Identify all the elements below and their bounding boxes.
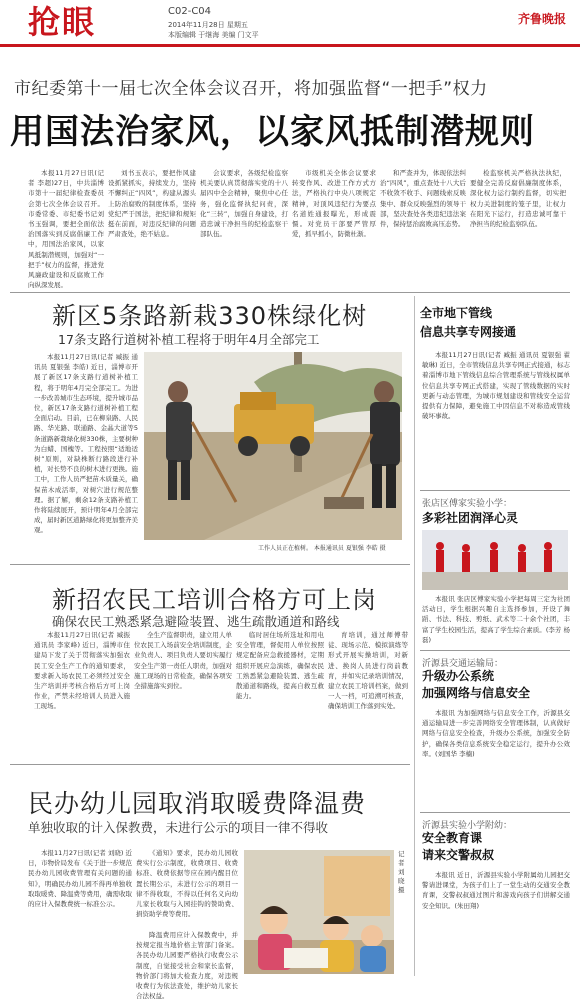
lead-column-1: 本报11月27日讯(记者 李超)27日，中共淄博市第十一届纪律检查委员会第七次全体会议召开。市委常委、市纪委书记刘书玉强调，要把全面依法治国落实到反腐倡廉工作中，用国法治家风，以家风抵制潜规则，加强对“一把手”权力的监督，推进党风廉政建设和反腐败工作向纵深发展。 <box>28 169 104 290</box>
sidebar-item4-body: 本报讯 近日，沂源县实验小学附属幼儿园把交警请进课堂，为孩子们上了一堂生动的交通安全教育课，交警叔叔通过图片和游戏向孩子们讲解交通安全知识。(朱田翔) <box>422 871 570 910</box>
sidebar-rule <box>414 296 415 976</box>
kindergarten-photo-credit: 记者 刘晓 摄 <box>398 850 405 894</box>
lead-column-5: 和严查并为，体现依法纠治“四风”，重点查处十八大后不收敛不收手、问题线索反映集中、群众反映强烈的领导干部，坚决查处各类违纪违法案件，保持惩治腐败高压态势。 <box>380 169 466 229</box>
sidebar-item3-body: 本报讯 为加强网络与信息安全工作，沂源县交通运输局进一步完善网络安全管理体制，认真做好网络与信息安全检查，升级办公系统，加强安全防护，确保各类信息系统安全稳定运行，提升办公效率。(刘国华 李楠) <box>422 709 570 758</box>
sidebar-item3-title: 升级办公系统 加强网络与信息安全 <box>422 669 531 700</box>
sidebar-item1-body: 本报11月27日讯(记者 臧振 通讯员 夏银强 翟敏琳) 近日，全市管线信息共享专网正式接通，标志着淄博市地下管线信息综合管理系统与管线权属单位信息共享专网正式搭建，实现了管线数据的实时更新与动态管理，为城市规划建设和管线安全运营提供有力保障，避免施工中因信息不对称造成管线破坏事故。 <box>422 351 570 421</box>
sidebar-item1-title: 全市地下管线 信息共享专网接通 <box>420 306 517 339</box>
kindergarten-title: 民办幼儿园取消取暖费降温费 <box>28 789 367 818</box>
lead-headline: 用国法治家风，以家风抵制潜规则 <box>10 112 535 152</box>
tree-planting-illustration <box>144 352 402 540</box>
workers-column-1: 本报11月27日讯(记者 臧振 通讯员 李家峰) 近日，淄博市住建局下发了关于贯彻落实加强农民工安全生产工作的通知要求，要求新入场农民工必须经过安全生产培训并考核合格后方可上岗作业，严禁未经培训人员进入施工现场。 <box>34 631 130 711</box>
kindergarten-column-1: 本报11月27日讯(记者 刘晓) 近日，市物价局发布《关于进一步规范民办幼儿园收费管理有关问题的通知》，明确民办幼儿园不得再单独收取取暖费、降温费等费用，确需收取的应计入保教费统一标准公示。 <box>28 849 132 909</box>
lead-column-2: 刘书玉表示，要把作风建设抓紧抓实，持续发力，坚持不懈纠正“四风”，构建从源头上防治腐败的制度体系，坚持党纪严于国法，把纪律和规矩挺在前面，对违反纪律的问题严肃查处，绝不姑息。 <box>108 169 196 239</box>
masthead-logo: 抢眼 <box>28 3 97 41</box>
workers-column-3: 临时居住场所选址和用电安全管理，督促用人单位按照规定配备应急救援器材，定期组织开展应急演练，确保农民工熟悉紧急避险装置、逃生疏散通道和路线，提高自救互救能力。 <box>236 631 324 701</box>
sidebar-item2-body: 本报讯 张店区傅家实验小学把每周三定为社团活动日，学生根据兴趣自主选择参加，开设了舞蹈、书法、科技、剪纸、武术等二十余个社团，丰富了学生校园生活，提高了学生综合素质。(李芳 杨磊) <box>422 595 570 644</box>
kindergarten-column-2: 《通知》要求，民办幼儿园收费实行公示制度，收费项目、收费标准、收费依据等应在园内醒目位置长期公示，未进行公示的项目一律不得收取，不得以任何名义向幼儿家长收取与入园挂钩的赞助费、捐资助学费等费用。 <box>136 849 238 919</box>
sidebar-item4-kicker: 沂源县实验小学附幼： <box>422 821 513 831</box>
issue-date: 2014年11月28日 星期五 <box>168 21 248 29</box>
workers-column-2: 全生产监督职责，建立用人单位农民工入场前安全培训制度，企业负责人、项目负责人要切实履行安全生产第一责任人职责，加强对施工现场的日常检查，确保各项安全措施落实到位。 <box>134 631 232 691</box>
workers-title: 新招农民工培训合格方可上岗 <box>52 586 377 614</box>
lead-column-4: 市级机关全体会议要求转变作风、改进工作方式方法，严格执行中央八项规定精神，对顶风违纪行为要点名道姓通报曝光，形成震慑。对党员干部要严管厚爱，抓早抓小，防微杜渐。 <box>292 169 376 239</box>
kindergarten-subtitle: 单独收取的计入保教费，未进行公示的项目一律不得收 <box>28 820 329 835</box>
lead-kicker: 市纪委第十一届七次全体会议召开，将加强监督“一把手”权力 <box>14 79 488 99</box>
dancers-illustration <box>422 530 568 590</box>
lead-column-3: 会议要求，各级纪检监察机关要认真贯彻落实党的十八届四中全会精神，聚焦中心任务，强化监督执纪问责，深化“三转”，加强自身建设，打造忠诚干净担当的纪检监察干部队伍。 <box>200 169 288 239</box>
trees-title: 新区5条路新栽330株绿化树 <box>52 302 368 330</box>
kindergarten-column-3: 降温费用应计入保教费中，并按规定报当地价格主管部门备案。各民办幼儿园要严格执行收费公示制度，自觉接受社会和家长监督，物价部门将加大检查力度，对违规收费行为依法查处，维护幼儿家长合法权益。 <box>136 931 238 1001</box>
sidebar-item2-title: 多彩社团润泽心灵 <box>422 511 519 525</box>
children-illustration <box>244 850 394 974</box>
trees-subtitle: 17条支路行道树补植工程将于明年4月全部完工 <box>58 332 320 347</box>
newspaper-brand: 齐鲁晚报 <box>517 12 566 26</box>
trees-caption: 工作人员正在植树。 本报通讯员 夏银强 李皓 摄 <box>258 545 386 552</box>
issue-line <box>168 6 211 17</box>
kindergarten-photo <box>244 850 394 974</box>
lead-column-6: 检监察机关严格执法执纪，要健全完善反腐倡廉制度体系，深化权力运行制约监督，切实把权力关进制度的笼子里，让权力在阳光下运行，打造忠诚可靠干净担当的纪检监察队伍。 <box>470 169 566 229</box>
workers-subtitle: 确保农民工熟悉紧急避险装置、逃生疏散通道和路线 <box>52 614 340 629</box>
workers-divider <box>10 764 410 765</box>
edition-line: 本版编辑 于继海 美编 门文平 <box>168 31 259 39</box>
trees-divider <box>10 564 410 565</box>
sidebar-item4-title: 安全教育课 请来交警叔叔 <box>422 831 495 862</box>
page-range: C02-C04 <box>168 6 212 17</box>
lead-divider <box>10 292 570 293</box>
sidebar-item3-kicker: 沂源县交通运输局： <box>422 659 504 669</box>
masthead-rule <box>0 44 580 47</box>
sidebar-divider-3 <box>420 812 570 813</box>
sidebar-item2-kicker: 张店区傅家实验小学： <box>422 499 513 509</box>
sidebar-divider-2 <box>420 650 570 651</box>
tree-planting-photo <box>144 352 402 540</box>
workers-column-4: 育培训，通过师傅带徒、现场示范、模拟演练等形式开展实操培训，对新进、换岗人员进行岗前教育，并如实记录培训情况，建立农民工培训档案，做到一人一档，可追溯可核查，确保培训工作落到实处。 <box>328 631 408 711</box>
trees-body: 本报11月27日讯(记者 臧振 通讯员 夏银强 李皓) 近日，淄博市开展了新区17条支路行道树补植工程，将于明年4月完全部完工。为进一步改善城市生态环境，提升城市品位，新区17条支路行道树补植工程全面启动。目前，已在柳泉路、人民路、华光路、联通路、金晶大道等5条道路新栽绿化树330株，主要树种为白蜡、国槐等。工程按照“适地适树”原则，对缺株断行路段进行补植，对长势不良的树木进行更换。施工中，工作人员严把苗木质量关，确保苗木成活率，对树穴进行规范整理。据了解，剩余12条支路补植工作将陆续展开，预计明年4月全部完成，届时新区道路绿化将更加整齐美观。 <box>34 353 138 535</box>
sidebar-divider-1 <box>420 490 570 491</box>
club-activity-photo <box>422 530 568 590</box>
